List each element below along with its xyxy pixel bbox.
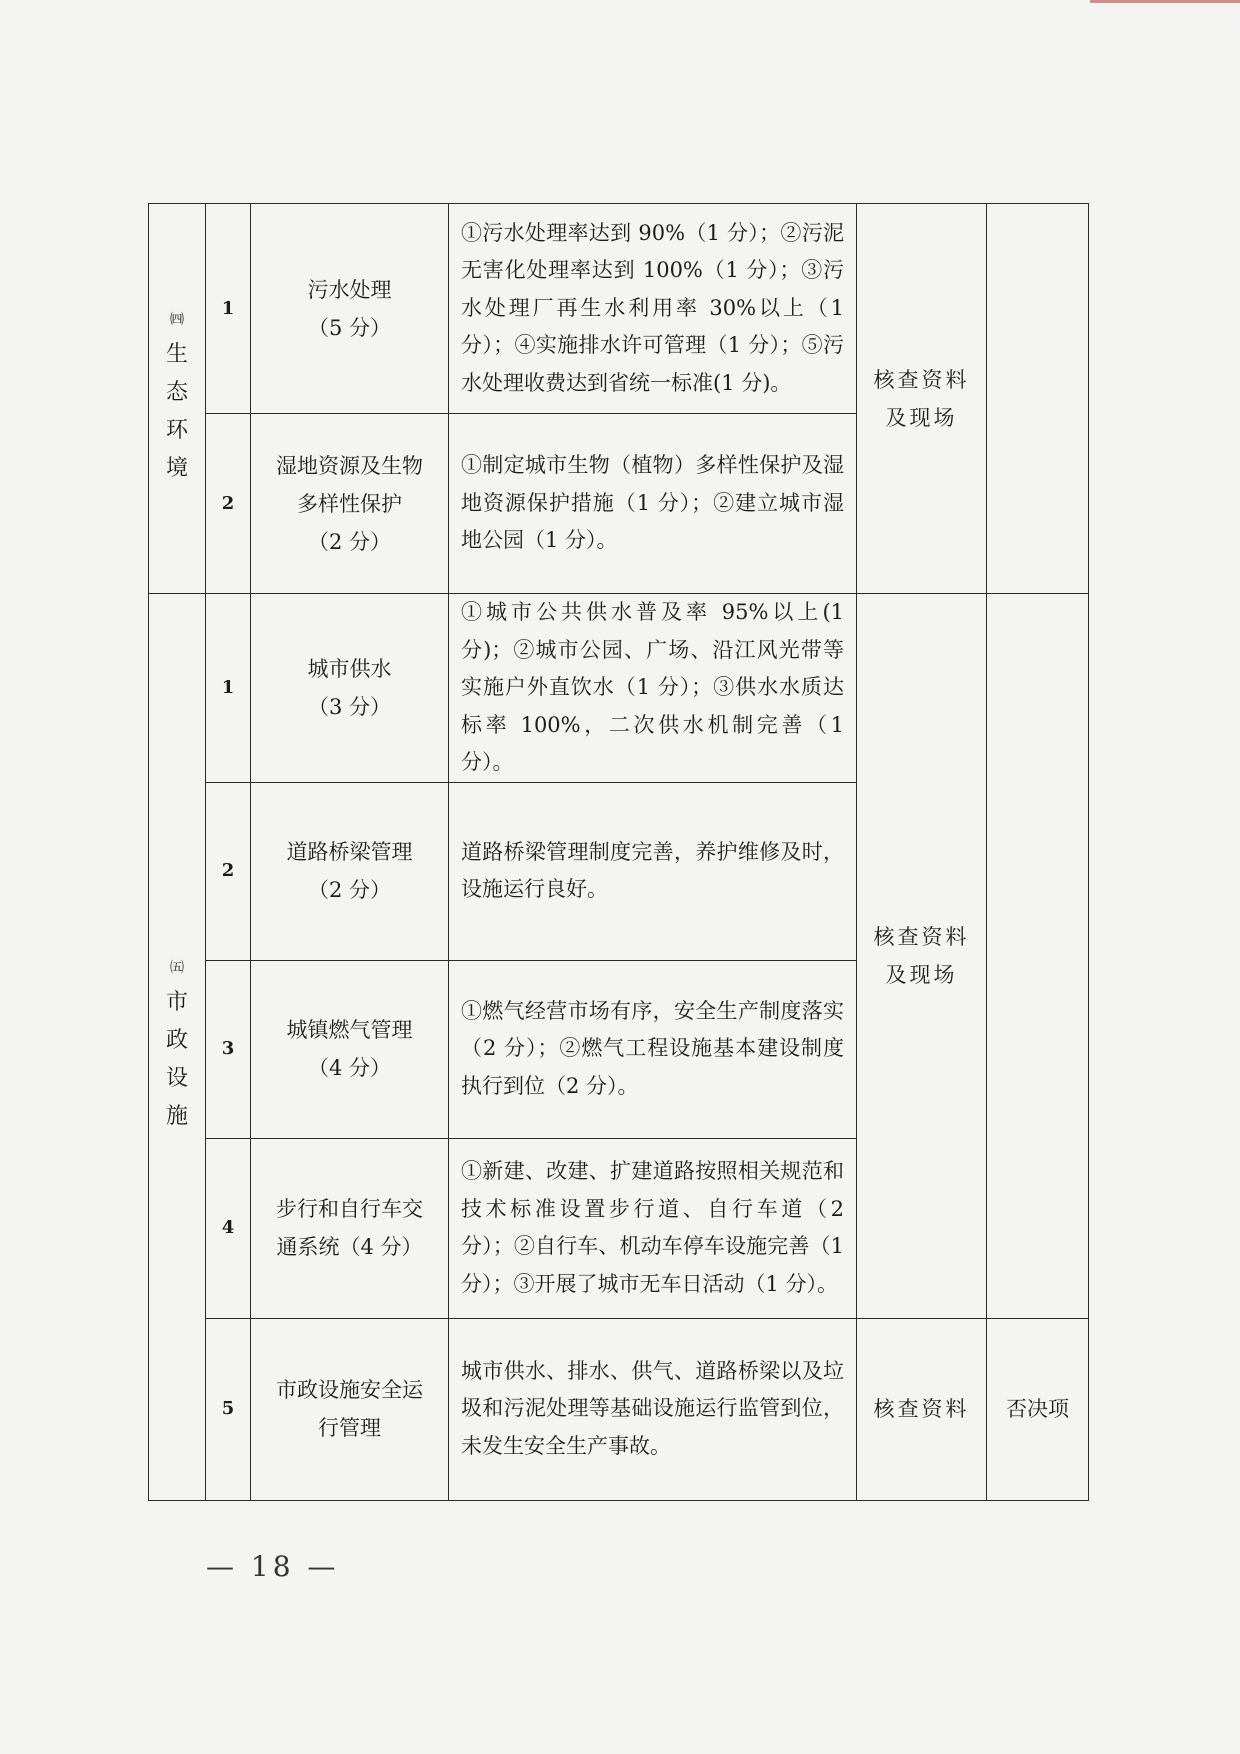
item-index: 5 (206, 1318, 251, 1500)
item-name (251, 1318, 449, 1500)
check-method: 核查资料 (857, 1318, 987, 1500)
item-index: 2 (206, 414, 251, 594)
item-name-line: 污水处理 (307, 277, 392, 302)
item-name (251, 594, 449, 783)
item-name (251, 960, 449, 1138)
item-name-line: 道路桥梁管理 (286, 840, 413, 864)
page-number: — 18 — (206, 1550, 340, 1583)
item-name (251, 414, 449, 594)
item-index: 1 (206, 594, 251, 783)
item-name-line: 市政设施安全运 (276, 1378, 423, 1402)
item-index: 2 (206, 782, 251, 960)
item-index: 3 (206, 960, 251, 1138)
category-name: 生态环境 (166, 341, 189, 481)
item-requirement: 道路桥梁管理制度完善，养护维修及时，设施运行良好。 (449, 782, 857, 960)
category-number: ㈤ (170, 959, 184, 976)
item-name-line: （2 分） (307, 529, 392, 554)
check-method-line: 及现场 (885, 962, 958, 987)
item-name-line: （3 分） (307, 694, 392, 719)
category-cell-ecology (149, 204, 206, 594)
item-name-line: 行管理 (318, 1416, 381, 1440)
item-requirement: ①燃气经营市场有序，安全生产制度落实（2 分）；②燃气工程设施基本建设制度执行到位（2 分）。 (449, 960, 857, 1138)
item-name (251, 1138, 449, 1318)
item-requirement: ①城市公共供水普及率 95%以上(1 分)；②城市公园、广场、沿江风光带等实施户外直饮水（1 分）；③供水水质达标率 100%，二次供水机制完善（1 分）。 (449, 594, 857, 783)
category-number: ㈣ (170, 311, 184, 328)
check-method (857, 594, 987, 1319)
item-requirement: 城市供水、排水、供气、道路桥梁以及垃圾和污泥处理等基础设施运行监管到位，未发生安全生产事故。 (449, 1318, 857, 1500)
item-name-line: 多样性保护 (297, 491, 402, 516)
item-name (251, 204, 449, 414)
note-cell (987, 594, 1089, 1319)
item-name-line: （2 分） (307, 878, 392, 902)
item-name-line: 城市供水 (307, 656, 392, 681)
item-name-line: 城镇燃气管理 (286, 1018, 413, 1042)
veto-note: 否决项 (987, 1318, 1089, 1500)
evaluation-table (148, 203, 1089, 1501)
item-name-line: （5 分） (307, 315, 392, 340)
category-cell-municipal (149, 594, 206, 1501)
item-index: 4 (206, 1138, 251, 1318)
category-name: 市政设施 (166, 989, 189, 1129)
item-index: 1 (206, 204, 251, 414)
item-name-line: 通系统（4 分） (276, 1235, 423, 1259)
item-name (251, 782, 449, 960)
item-name-line: 湿地资源及生物 (276, 453, 423, 478)
table-row (149, 1318, 1089, 1500)
check-method (857, 204, 987, 594)
item-requirement: ①新建、改建、扩建道路按照相关规范和技术标准设置步行道、自行车道（2 分）；②自行车、机动车停车设施完善（1 分）；③开展了城市无车日活动（1 分）。 (449, 1138, 857, 1318)
table-row (149, 204, 1089, 414)
item-requirement: ①制定城市生物（植物）多样性保护及湿地资源保护措施（1 分）；②建立城市湿地公园（1 分）。 (449, 414, 857, 594)
table-row (149, 594, 1089, 783)
check-method-line: 核查资料 (873, 367, 970, 392)
check-method-line: 及现场 (885, 405, 958, 430)
item-name-line: （4 分） (307, 1056, 392, 1080)
check-method-line: 核查资料 (873, 924, 970, 949)
page-edge-mark (1090, 0, 1240, 3)
item-requirement: ①污水处理率达到 90%（1 分）；②污泥无害化处理率达到 100%（1 分）；③污水处理厂再生水利用率 30%以上（1 分）；④实施排水许可管理（1 分）；⑤污水处理收费达到省统一标准(1 分)。 (449, 204, 857, 414)
note-cell (987, 204, 1089, 594)
item-name-line: 步行和自行车交 (276, 1197, 423, 1221)
